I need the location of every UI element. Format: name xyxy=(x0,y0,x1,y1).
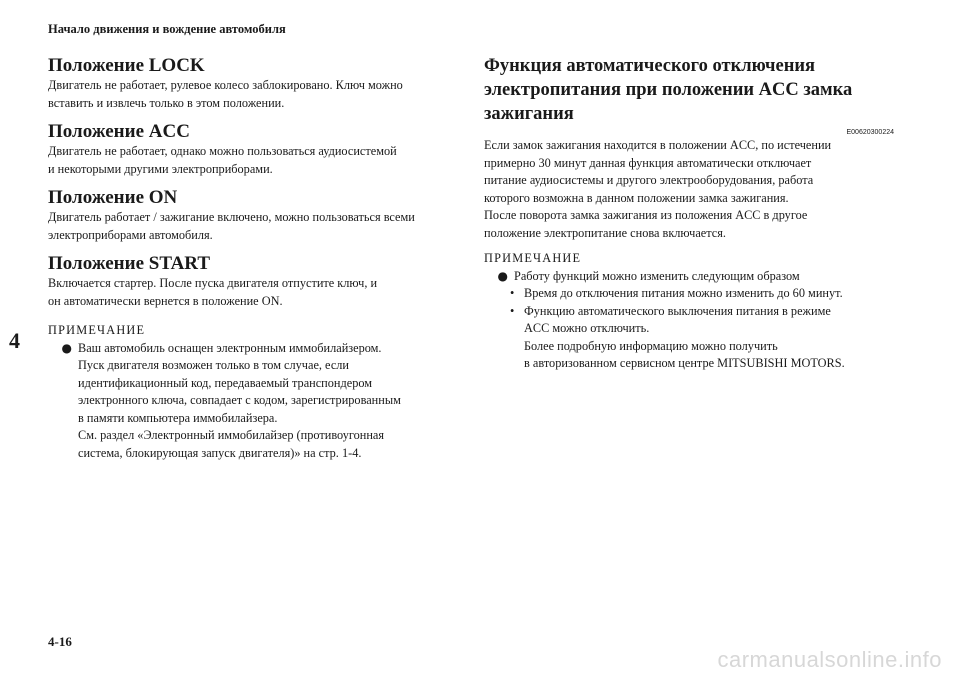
section-title: Положение ON xyxy=(48,187,178,208)
small-bullet-icon: • xyxy=(510,286,515,300)
note-label: ПРИМЕЧАНИЕ xyxy=(484,251,582,265)
subitem-text xyxy=(524,285,894,303)
subitem-line: Функцию автоматического выключения питания в режиме xyxy=(524,303,831,318)
body-line: положение электропитание снова включается. xyxy=(484,225,726,240)
title-line: зажигания xyxy=(484,104,574,124)
subitem-line: в авторизованном сервисном центре MITSUBISHI MOTORS. xyxy=(524,356,845,370)
body-line: которого возможна в данном положении замка зажигания. xyxy=(484,190,789,205)
section-lock xyxy=(48,54,458,112)
section-acc xyxy=(48,120,458,178)
section-start xyxy=(48,252,458,310)
left-column xyxy=(48,54,458,462)
section-body xyxy=(48,209,458,244)
body-line: электроприборами автомобиля. xyxy=(48,227,213,242)
note-label: ПРИМЕЧАНИЕ xyxy=(48,323,146,337)
bullet-dot-icon: ● xyxy=(61,340,72,355)
note-bullet xyxy=(48,340,458,463)
note-text: Работу функций можно изменить следующим образом xyxy=(514,268,800,283)
section-on xyxy=(48,186,458,244)
title-line: электропитания при положении ACC замка xyxy=(484,80,853,100)
right-column xyxy=(484,54,894,373)
note-line: в памяти компьютера иммобилайзера. xyxy=(78,410,278,425)
note-subitem xyxy=(484,285,894,303)
body-line: он автоматически вернется в положение ON. xyxy=(48,293,283,308)
document-code: E00620300224 xyxy=(846,129,894,136)
note-line: электронного ключа, совпадает с кодом, зарегистрированным xyxy=(78,393,401,407)
note-text xyxy=(78,340,458,463)
note-bullet xyxy=(484,268,894,286)
note-block xyxy=(484,250,894,373)
body-line: Включается стартер. После пуска двигателя отпустите ключ, и xyxy=(48,276,378,290)
note-subitem xyxy=(484,303,894,373)
bullet-dot-icon: ● xyxy=(497,268,508,283)
note-line: Ваш автомобиль оснащен электронным иммобилайзером. xyxy=(78,340,382,355)
section-title: Положение START xyxy=(48,253,211,274)
small-bullet-icon: • xyxy=(510,303,515,318)
subitem-text xyxy=(524,303,894,373)
note-line: Пуск двигателя возможен только в том случае, если xyxy=(78,358,349,372)
note-block xyxy=(48,322,458,462)
body-line: Если замок зажигания находится в положении ACC, по истечении xyxy=(484,138,832,152)
body-line: Двигатель не работает, рулевое колесо заблокировано. Ключ можно xyxy=(48,78,403,92)
section-body xyxy=(48,275,458,310)
body-line: После поворота замка зажигания из положения ACC в другое xyxy=(484,208,808,222)
note-line: идентификационный код, передаваемый транспондером xyxy=(78,375,373,390)
subitem-line: ACC можно отключить. xyxy=(524,321,650,335)
section-title: Положение ACC xyxy=(48,121,190,142)
body-line: вставить и извлечь только в этом положении. xyxy=(48,95,285,110)
subitem-line: Более подробную информацию можно получить xyxy=(524,338,778,353)
body-line: Двигатель не работает, однако можно пользоваться аудиосистемой xyxy=(48,144,397,158)
page-number: 4-16 xyxy=(48,634,72,649)
section-body xyxy=(484,137,894,242)
note-line: система, блокирующая запуск двигателя)» на стр. 1-4. xyxy=(78,445,362,460)
running-header: Начало движения и вождение автомобиля xyxy=(48,22,286,36)
watermark: carmanualsonline.info xyxy=(717,647,942,672)
body-line: и некоторыми другими электроприборами. xyxy=(48,161,273,176)
section-title-auto-off xyxy=(484,54,894,126)
title-line: Функция автоматического отключения xyxy=(484,56,816,76)
body-line: примерно 30 минут данная функция автоматически отключает xyxy=(484,155,812,170)
body-line: Двигатель работает / зажигание включено, можно пользоваться всеми xyxy=(48,210,415,224)
chapter-tab: 4 xyxy=(9,328,20,353)
body-line: питание аудиосистемы и другого электрооборудования, работа xyxy=(484,173,814,187)
subitem-line: Время до отключения питания можно изменить до 60 минут. xyxy=(524,286,843,300)
note-line: См. раздел «Электронный иммобилайзер (противоугонная xyxy=(78,428,385,442)
section-body xyxy=(48,77,458,112)
section-title: Положение LOCK xyxy=(48,55,205,76)
section-body xyxy=(48,143,458,178)
